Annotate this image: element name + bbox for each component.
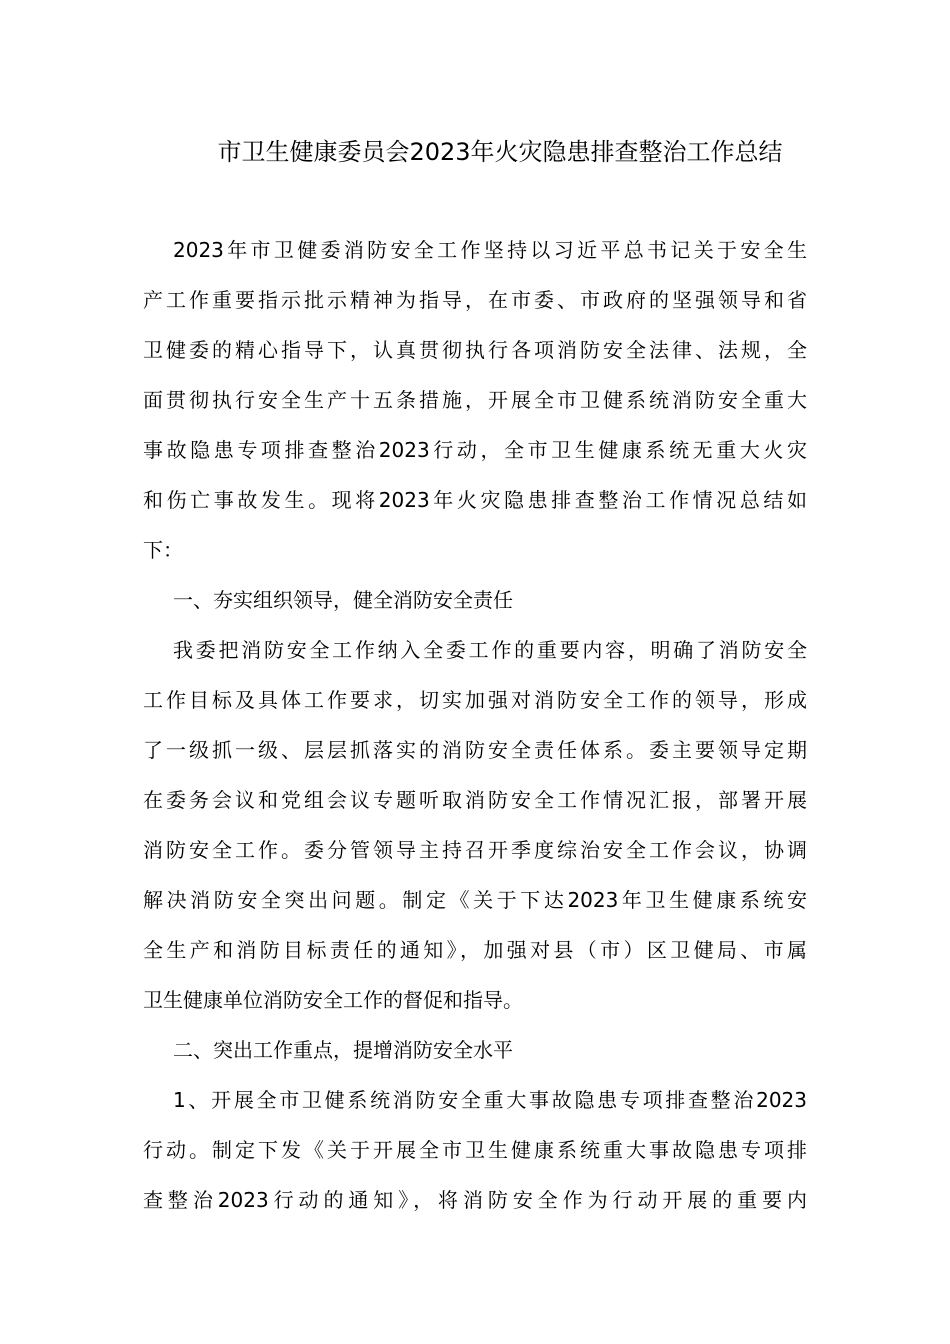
text-line: 一、夯实组织领导，健全消防安全责任 [173, 588, 513, 612]
text-line: 下： [143, 538, 183, 562]
document-body [143, 225, 807, 1225]
text-line: 消防安全工作。委分管领导主持召开季度综治安全工作会议，协调 [143, 838, 807, 862]
text-line: 产工作重要指示批示精神为指导，在市委、市政府的坚强领导和省 [143, 288, 807, 312]
text-line: 在委务会议和党组会议专题听取消防安全工作情况汇报，部署开展 [143, 788, 807, 812]
text-line: 解决消防安全突出问题。制定《关于下达2023年卫生健康系统安 [143, 888, 807, 912]
text-line: 了一级抓一级、层层抓落实的消防安全责任体系。委主要领导定期 [143, 738, 807, 762]
text-line: 我委把消防安全工作纳入全委工作的重要内容，明确了消防安全 [173, 638, 807, 662]
text-line: 1、开展全市卫健系统消防安全重大事故隐患专项排查整治2023 [173, 1088, 807, 1112]
text-line: 行动。制定下发《关于开展全市卫生健康系统重大事故隐患专项排 [143, 1138, 807, 1162]
text-line: 卫生健康单位消防安全工作的督促和指导。 [143, 988, 523, 1012]
text-line: 工作目标及具体工作要求，切实加强对消防安全工作的领导，形成 [143, 688, 807, 712]
text-line: 面贯彻执行安全生产十五条措施，开展全市卫健系统消防安全重大 [143, 388, 807, 412]
text-line: 2023年市卫健委消防安全工作坚持以习近平总书记关于安全生 [173, 238, 807, 262]
text-line: 查整治2023行动的通知》，将消防安全作为行动开展的重要内 [143, 1188, 807, 1212]
document-title: 市卫生健康委员会2023年火灾隐患排查整治工作总结 [217, 138, 783, 166]
text-line: 全生产和消防目标责任的通知》，加强对县（市）区卫健局、市属 [143, 938, 807, 962]
text-line: 事故隐患专项排查整治2023行动，全市卫生健康系统无重大火灾 [143, 438, 807, 462]
text-line: 二、突出工作重点，提增消防安全水平 [173, 1038, 513, 1062]
text-line: 和伤亡事故发生。现将2023年火灾隐患排查整治工作情况总结如 [143, 488, 807, 512]
text-line: 卫健委的精心指导下，认真贯彻执行各项消防安全法律、法规，全 [143, 338, 807, 362]
